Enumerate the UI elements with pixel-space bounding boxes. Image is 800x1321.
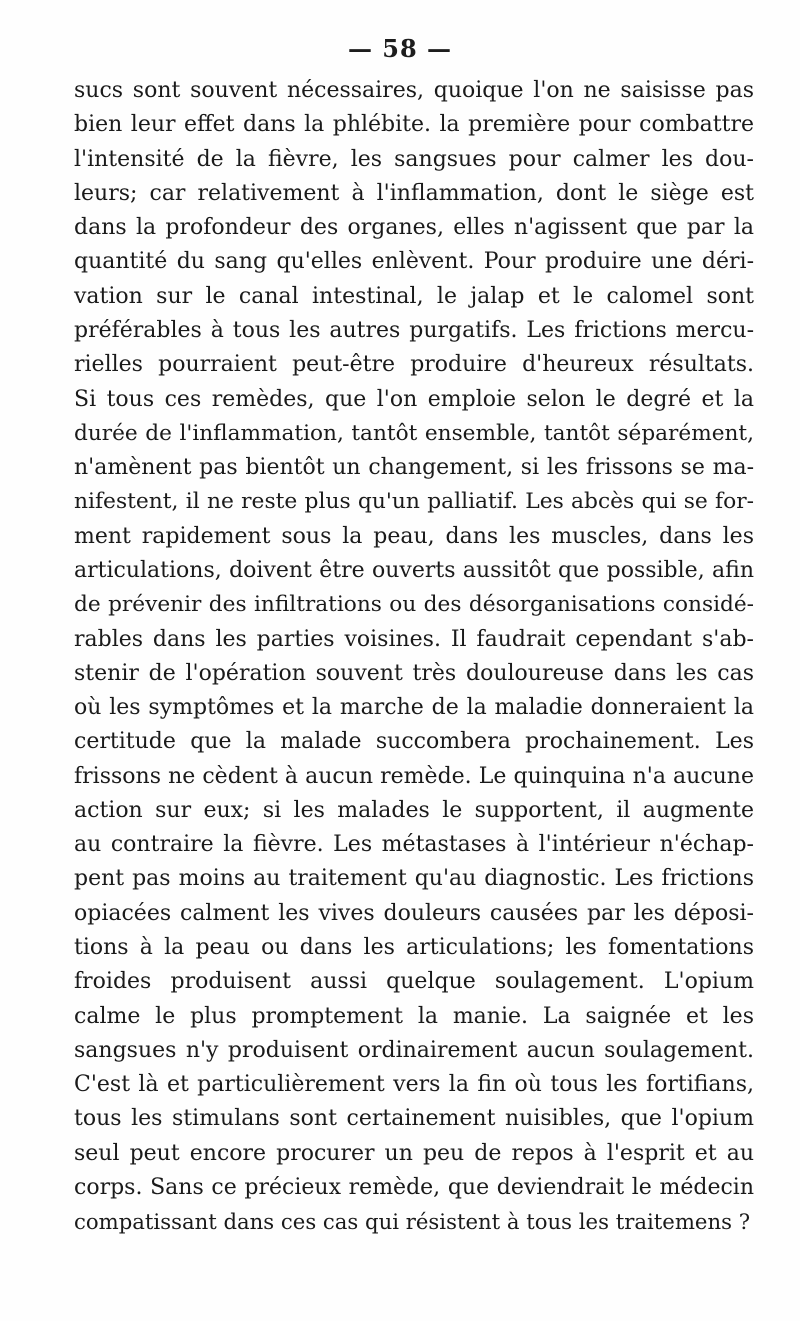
text-line: où les symptômes et la marche de la maladie donneraient la <box>74 695 754 721</box>
body-text <box>74 74 754 1240</box>
text-line: bien leur effet dans la phlébite. la première pour combattre <box>74 112 754 138</box>
text-line: préférables à tous les autres purgatifs. Les frictions mercu- <box>74 317 754 343</box>
text-line: frissons ne cèdent à aucun remède. Le quinquina n'a aucune <box>74 763 754 789</box>
text-line: C'est là et particulièrement vers la fin où tous les fortifians, <box>74 1072 754 1098</box>
text-line: l'intensité de la fièvre, les sangsues pour calmer les dou- <box>74 146 754 172</box>
text-line: sangsues n'y produisent ordinairement aucun soulagement. <box>74 1037 754 1063</box>
text-line: au contraire la fièvre. Les métastases à l'intérieur n'échap- <box>74 832 754 858</box>
text-line: n'amènent pas bientôt un changement, si les frissons se ma- <box>74 455 754 481</box>
text-line: Si tous ces remèdes, que l'on emploie selon le degré et la <box>74 386 754 412</box>
text-line: nifestent, il ne reste plus qu'un palliatif. Les abcès qui se for- <box>74 489 754 515</box>
text-line: articulations, doivent être ouverts aussitôt que possible, afin <box>74 557 754 583</box>
text-line: corps. Sans ce précieux remède, que deviendrait le médecin <box>74 1175 754 1200</box>
text-line: rielles pourraient peut-être produire d'heureux résultats. <box>74 352 754 378</box>
text-line: ment rapidement sous la peau, dans les muscles, dans les <box>74 523 754 549</box>
text-line: seul peut encore procurer un peu de repos à l'esprit et au <box>74 1140 754 1166</box>
text-line: tions à la peau ou dans les articulations; les fomentations <box>74 935 754 961</box>
text-line: compatissant dans ces cas qui résistent à tous les traitemens ? <box>74 1209 751 1235</box>
text-line: dans la profondeur des organes, elles n'agissent que par la <box>74 215 754 241</box>
text-line: quantité du sang qu'elles enlèvent. Pour produire une déri- <box>74 249 754 275</box>
text-line: froides produisent aussi quelque soulagement. L'opium <box>74 969 754 995</box>
text-line: calme le plus promptement la manie. La saignée et les <box>74 1003 754 1029</box>
text-line: rables dans les parties voisines. Il faudrait cependant s'ab- <box>74 626 754 652</box>
text-line: tous les stimulans sont certainement nuisibles, que l'opium <box>74 1106 754 1132</box>
text-line: pent pas moins au traitement qu'au diagnostic. Les frictions <box>74 866 754 892</box>
text-line: de prévenir des infiltrations ou des désorganisations considé- <box>74 592 754 618</box>
text-line: durée de l'inflammation, tantôt ensemble, tantôt séparément, <box>74 420 754 446</box>
text-line: opiacées calment les vives douleurs causées par les déposi- <box>74 900 754 926</box>
text-line: certitude que la malade succombera prochainement. Les <box>74 729 754 755</box>
text-line: leurs; car relativement à l'inflammation, dont le siège est <box>74 180 754 206</box>
text-line: sucs sont souvent nécessaires, quoique l'on ne saisisse pas <box>74 78 754 103</box>
page-number: — 58 — <box>347 34 453 63</box>
text-line: vation sur le canal intestinal, le jalap et le calomel sont <box>74 283 754 309</box>
text-line: stenir de l'opération souvent très douloureuse dans les cas <box>74 660 754 686</box>
text-line: action sur eux; si les malades le supportent, il augmente <box>74 797 754 823</box>
